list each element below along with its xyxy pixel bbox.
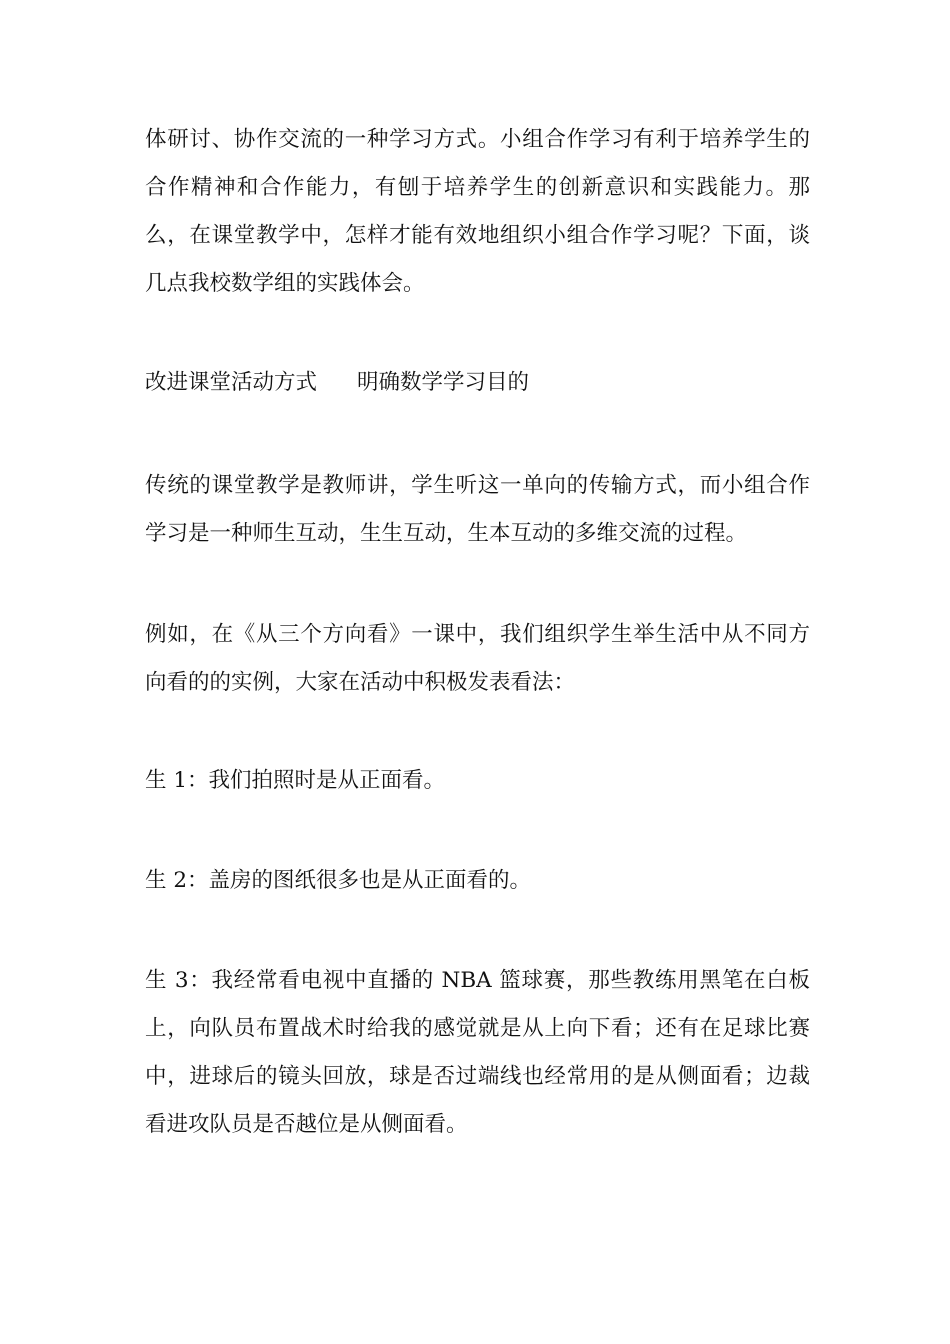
student-3-paragraph: 生 3：我经常看电视中直播的 NBA 篮球赛，那些教练用黑笔在白板上，向队员布置战术时给我的感觉就是从上向下看；还有在足球比赛中，进球后的镜头回放，球是否过端线也经常用的是从侧面看；边裁看进攻队员是否越位是从侧面看。 xyxy=(145,968,810,1137)
traditional-teaching-paragraph: 传统的课堂教学是教师讲，学生听这一单向的传输方式，而小组合作学习是一种师生互动，生生互动，生本互动的多维交流的过程。 xyxy=(145,473,810,546)
section-heading xyxy=(145,359,810,407)
section-heading-part2: 明确数学学习目的 xyxy=(357,370,530,395)
section-heading-part1: 改进课堂活动方式 xyxy=(145,370,318,395)
student-1-paragraph: 生 1：我们拍照时是从正面看。 xyxy=(145,768,446,793)
intro-paragraph: 体研讨、协作交流的一种学习方式。小组合作学习有利于培养学生的合作精神和合作能力，有刨于培养学生的创新意识和实践能力。那么，在课堂教学中，怎样才能有效地组织小组合作学习呢？下面，谈几点我校数学组的实践体会。 xyxy=(145,127,810,296)
student-2-paragraph: 生 2：盖房的图纸很多也是从正面看的。 xyxy=(145,868,532,893)
example-paragraph: 例如，在《从三个方向看》一课中，我们组织学生举生活中从不同方向看的的实例，大家在活动中积极发表看法： xyxy=(145,622,810,695)
